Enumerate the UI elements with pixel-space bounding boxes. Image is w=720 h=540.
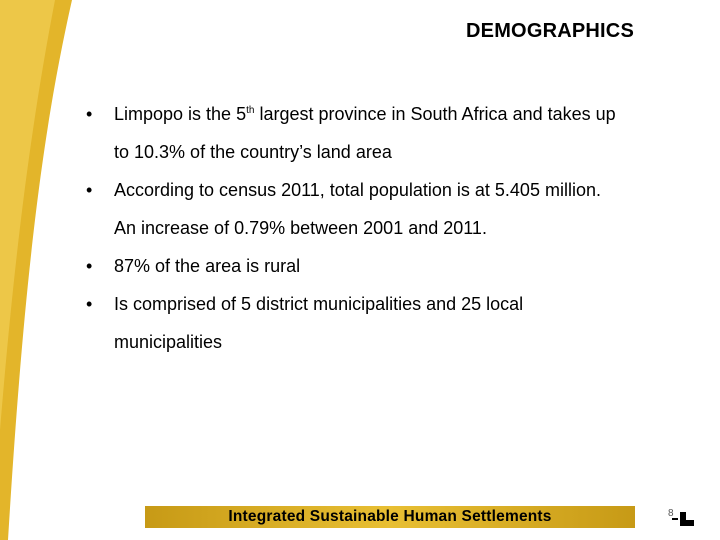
bullet-text: According to census 2011, total population is at 5.405 million. (114, 180, 601, 200)
bullet-marker: • (86, 256, 93, 276)
bullet-item (86, 247, 686, 285)
bullet-marker: • (86, 104, 93, 124)
slide-title: DEMOGRAPHICS (466, 20, 634, 42)
bullet-marker: • (86, 180, 93, 200)
bullet-text: 87% of the area is rural (114, 256, 301, 276)
footer-banner (145, 506, 635, 528)
decorative-gold-band (0, 0, 80, 540)
bullet-item (86, 285, 686, 361)
page-number: 8 (668, 508, 674, 519)
bullet-item (86, 95, 686, 171)
bullet-item (86, 171, 686, 247)
bullet-text: Is comprised of 5 district municipalities and 25 local (114, 294, 524, 314)
bullet-text-continued: An increase of 0.79% between 2001 and 2011. (114, 218, 487, 238)
page-corner-mark-icon (672, 508, 712, 532)
bullet-list (86, 95, 686, 361)
bullet-text-continued: municipalities (114, 332, 223, 352)
footer-text: Integrated Sustainable Human Settlements (228, 508, 552, 525)
bullet-text-continued: to 10.3% of the country’s land area (114, 142, 392, 162)
bullet-marker: • (86, 294, 93, 314)
bullet-text: Limpopo is the 5th largest province in South Africa and takes up (114, 104, 616, 124)
